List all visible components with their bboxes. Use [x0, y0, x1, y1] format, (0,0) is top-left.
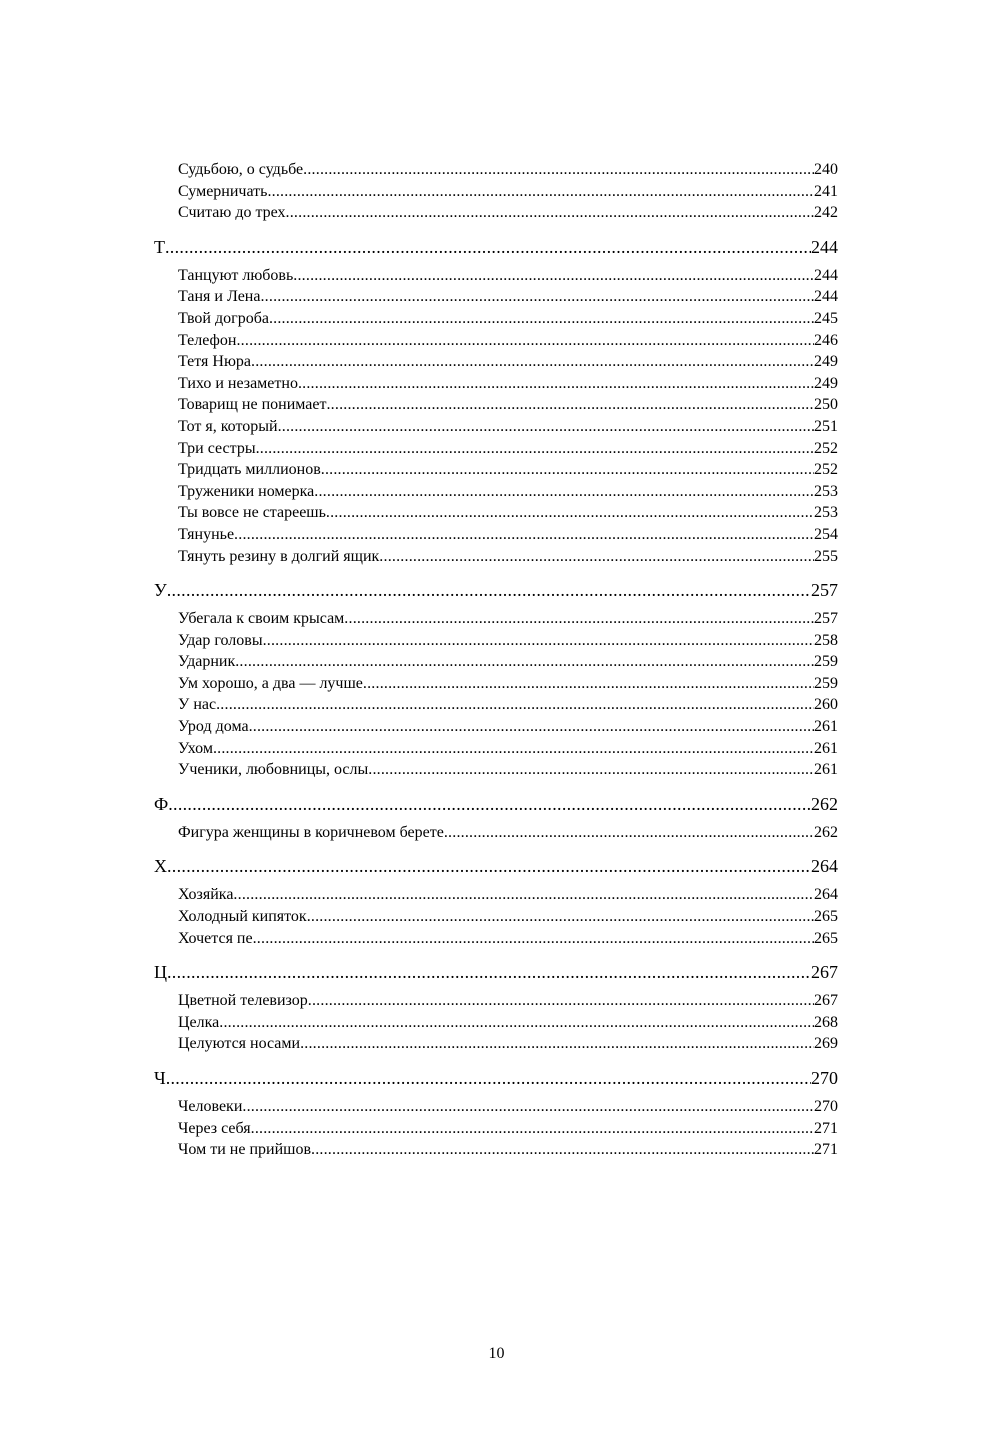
toc-entry-page: 265 — [814, 908, 838, 926]
toc-entry-title: Танцуют любовь — [178, 266, 294, 284]
toc-entry[interactable] — [154, 738, 838, 760]
dot-leader — [251, 351, 814, 373]
toc-entry-page: 265 — [814, 929, 838, 947]
dot-leader — [251, 1118, 814, 1140]
toc-entry[interactable] — [154, 546, 838, 568]
toc-entry[interactable] — [154, 822, 838, 844]
toc-entry-title: Цветной телевизор — [178, 992, 308, 1010]
toc-entry-page: 244 — [814, 266, 838, 284]
toc-entry-page: 270 — [814, 1098, 838, 1115]
toc-letter: У — [154, 580, 167, 601]
dot-leader — [233, 884, 814, 906]
toc-entry-page: 267 — [814, 992, 838, 1010]
toc-entry[interactable] — [154, 159, 838, 181]
toc-entry-title: Целуются носами — [178, 1035, 301, 1053]
dot-leader — [256, 438, 814, 460]
dot-leader — [321, 459, 814, 481]
toc-entry-title: Ум хорошо, а два — лучше — [178, 674, 363, 692]
dot-leader — [213, 738, 814, 760]
dot-leader — [307, 906, 814, 928]
dot-leader — [236, 330, 814, 352]
dot-leader — [311, 1139, 814, 1161]
toc-entry-page: 271 — [814, 1119, 838, 1137]
toc-entry-page: 258 — [814, 631, 838, 649]
toc-entry[interactable] — [154, 265, 838, 287]
toc-section — [154, 1065, 838, 1161]
dot-leader — [363, 673, 814, 695]
toc-entry-title: Целка — [178, 1013, 220, 1031]
toc-letter: Ф — [154, 793, 169, 814]
toc-entry-title: Телефон — [178, 331, 237, 349]
toc-entry[interactable] — [154, 330, 838, 352]
dot-leader — [167, 577, 811, 604]
toc-entry[interactable] — [154, 884, 838, 906]
toc-entry[interactable] — [154, 308, 838, 330]
toc-entry-title: Через себя — [178, 1119, 251, 1137]
toc-page-number: 257 — [811, 580, 838, 601]
toc-letter-heading[interactable] — [154, 577, 838, 604]
toc-entry[interactable] — [154, 694, 838, 716]
toc-page-number: 270 — [811, 1068, 838, 1088]
toc-entry-title: Чом ти не прийшов — [178, 1141, 311, 1159]
toc-entry[interactable] — [154, 416, 838, 438]
dot-leader — [168, 791, 811, 818]
toc-entry-page: 257 — [814, 610, 838, 628]
toc-entry-title: Труженики номерка — [178, 482, 315, 500]
dot-leader — [303, 159, 814, 181]
toc-entry-page: 241 — [814, 182, 838, 200]
dot-leader — [314, 481, 814, 503]
toc-entry-title: Таня и Лена — [178, 288, 261, 306]
toc-entry-page: 245 — [814, 309, 838, 327]
dot-leader — [260, 286, 814, 308]
toc-entry[interactable] — [154, 202, 838, 224]
toc-entry[interactable] — [154, 630, 838, 652]
toc-page-number: 262 — [811, 793, 838, 814]
toc-entry-page: 254 — [814, 525, 838, 543]
toc-entry-title: Ударник — [178, 653, 236, 671]
toc-entry[interactable] — [154, 181, 838, 203]
toc-entry-page: 259 — [814, 653, 838, 671]
dot-leader — [234, 524, 814, 546]
dot-leader — [300, 1033, 814, 1055]
toc-entry-title: Судьбою, о судьбе — [178, 161, 304, 178]
dot-leader — [242, 1096, 814, 1118]
toc-entry-page: 253 — [814, 504, 838, 522]
dot-leader — [298, 373, 814, 395]
dot-leader — [368, 759, 814, 781]
toc-section — [154, 853, 838, 949]
toc-letter: Ц — [154, 962, 167, 983]
toc-section — [154, 577, 838, 781]
toc-entry-title: Твой догроба — [178, 309, 269, 327]
dot-leader — [253, 928, 814, 950]
toc-letter: Х — [154, 856, 167, 877]
dot-leader — [219, 1012, 814, 1034]
toc-entry-title: Урод дома — [178, 718, 249, 736]
toc-entry[interactable] — [154, 502, 838, 524]
toc-entry-title: Товарищ не понимает — [178, 396, 327, 414]
toc-entry[interactable] — [154, 673, 838, 695]
toc-entry-page: 260 — [814, 696, 838, 714]
toc-entry[interactable] — [154, 716, 838, 738]
dot-leader — [379, 546, 814, 568]
toc-entry[interactable] — [154, 1033, 838, 1055]
toc-entry-page: 259 — [814, 674, 838, 692]
toc-entry-page: 249 — [814, 374, 838, 392]
toc-entry[interactable] — [154, 608, 838, 630]
toc-entry-title: Считаю до трех — [178, 204, 286, 222]
toc-entry[interactable] — [154, 906, 838, 928]
toc-entry[interactable] — [154, 1012, 838, 1034]
toc-entry-title: Ухом — [178, 739, 213, 757]
dot-leader — [278, 416, 814, 438]
toc-entry-page: 269 — [814, 1035, 838, 1053]
toc-page-number: 264 — [811, 856, 838, 877]
toc-entry[interactable] — [154, 928, 838, 950]
toc-entry-page: 261 — [814, 718, 838, 736]
toc-entry-title: Тянуть резину в долгий ящик — [178, 547, 380, 565]
toc-entry-title: Хочется пе — [178, 929, 253, 947]
toc-entry-title: Тот я, который — [178, 417, 278, 435]
toc-section — [154, 959, 838, 1055]
dot-leader — [293, 265, 814, 287]
table-of-contents — [154, 159, 838, 1161]
toc-entry-page: 251 — [814, 417, 838, 435]
toc-entry[interactable] — [154, 990, 838, 1012]
toc-entry[interactable] — [154, 759, 838, 781]
toc-entry[interactable] — [154, 351, 838, 373]
toc-entry-title: Удар головы — [178, 631, 263, 649]
toc-entry-title: Хозяйка — [178, 886, 234, 904]
dot-leader — [269, 308, 814, 330]
page-number: 10 — [488, 1345, 505, 1362]
toc-entry-title: Ученики, любовницы, ослы — [178, 761, 369, 779]
toc-entry-page: 264 — [814, 886, 838, 904]
toc-page-number: 267 — [811, 962, 838, 983]
toc-entry[interactable] — [154, 481, 838, 503]
toc-entry[interactable] — [154, 459, 838, 481]
toc-letter-heading[interactable] — [154, 959, 838, 986]
dot-leader — [165, 234, 811, 261]
toc-entry-page: 261 — [814, 761, 838, 779]
toc-letter-heading[interactable] — [154, 853, 838, 880]
dot-leader — [308, 990, 814, 1012]
toc-entry-page: 249 — [814, 353, 838, 371]
toc-entry-page: 242 — [814, 204, 838, 222]
toc-entry-page: 268 — [814, 1013, 838, 1031]
toc-entry-page: 252 — [814, 439, 838, 457]
toc-entry-title: Человеки — [178, 1098, 243, 1115]
toc-section — [154, 791, 838, 844]
dot-leader — [263, 630, 814, 652]
toc-entry-page: 240 — [814, 161, 838, 178]
dot-leader — [167, 959, 811, 986]
toc-entry[interactable] — [154, 373, 838, 395]
toc-entry-title: Тетя Нюра — [178, 353, 252, 371]
dot-leader — [216, 694, 814, 716]
dot-leader — [235, 651, 814, 673]
toc-entry-title: Ты вовсе не стареешь — [178, 504, 326, 522]
toc-letter-heading[interactable] — [154, 1065, 838, 1092]
toc-entry-title: У нас — [178, 696, 217, 714]
dot-leader — [166, 1065, 811, 1092]
toc-entry-page: 262 — [814, 823, 838, 841]
toc-section — [154, 159, 838, 224]
toc-entry-page: 271 — [814, 1141, 838, 1159]
dot-leader — [167, 853, 811, 880]
toc-page-number: 244 — [811, 236, 838, 257]
toc-entry-title: Тихо и незаметно — [178, 374, 298, 392]
dot-leader — [326, 502, 814, 524]
toc-entry-title: Три сестры — [178, 439, 256, 457]
toc-entry-page: 246 — [814, 331, 838, 349]
toc-entry-page: 255 — [814, 547, 838, 565]
dot-leader — [344, 608, 814, 630]
toc-entry[interactable] — [154, 1096, 838, 1118]
dot-leader — [326, 394, 814, 416]
toc-entry-page: 250 — [814, 396, 838, 414]
toc-entry-page: 252 — [814, 461, 838, 479]
toc-entry[interactable] — [154, 524, 838, 546]
toc-entry-page: 244 — [814, 288, 838, 306]
dot-leader — [444, 822, 814, 844]
toc-entry[interactable] — [154, 1118, 838, 1140]
toc-entry[interactable] — [154, 651, 838, 673]
toc-letter: Ч — [154, 1068, 166, 1088]
toc-letter-heading[interactable] — [154, 791, 838, 818]
toc-entry-page: 261 — [814, 739, 838, 757]
toc-entry-title: Тянунье — [178, 525, 235, 543]
toc-entry[interactable] — [154, 1139, 838, 1161]
toc-entry[interactable] — [154, 438, 838, 460]
dot-leader — [249, 716, 814, 738]
toc-entry-title: Холодный кипяток — [178, 908, 307, 926]
dot-leader — [267, 181, 814, 203]
dot-leader — [286, 202, 814, 224]
toc-entry-title: Тридцать миллионов — [178, 461, 321, 479]
toc-entry[interactable] — [154, 286, 838, 308]
toc-section — [154, 234, 838, 567]
toc-entry-page: 253 — [814, 482, 838, 500]
toc-letter-heading[interactable] — [154, 234, 838, 261]
toc-entry-title: Фигура женщины в коричневом берете — [178, 823, 444, 841]
toc-entry[interactable] — [154, 394, 838, 416]
toc-entry-title: Сумерничать — [178, 182, 268, 200]
toc-entry-title: Убегала к своим крысам — [178, 610, 345, 628]
toc-letter: Т — [154, 236, 165, 257]
